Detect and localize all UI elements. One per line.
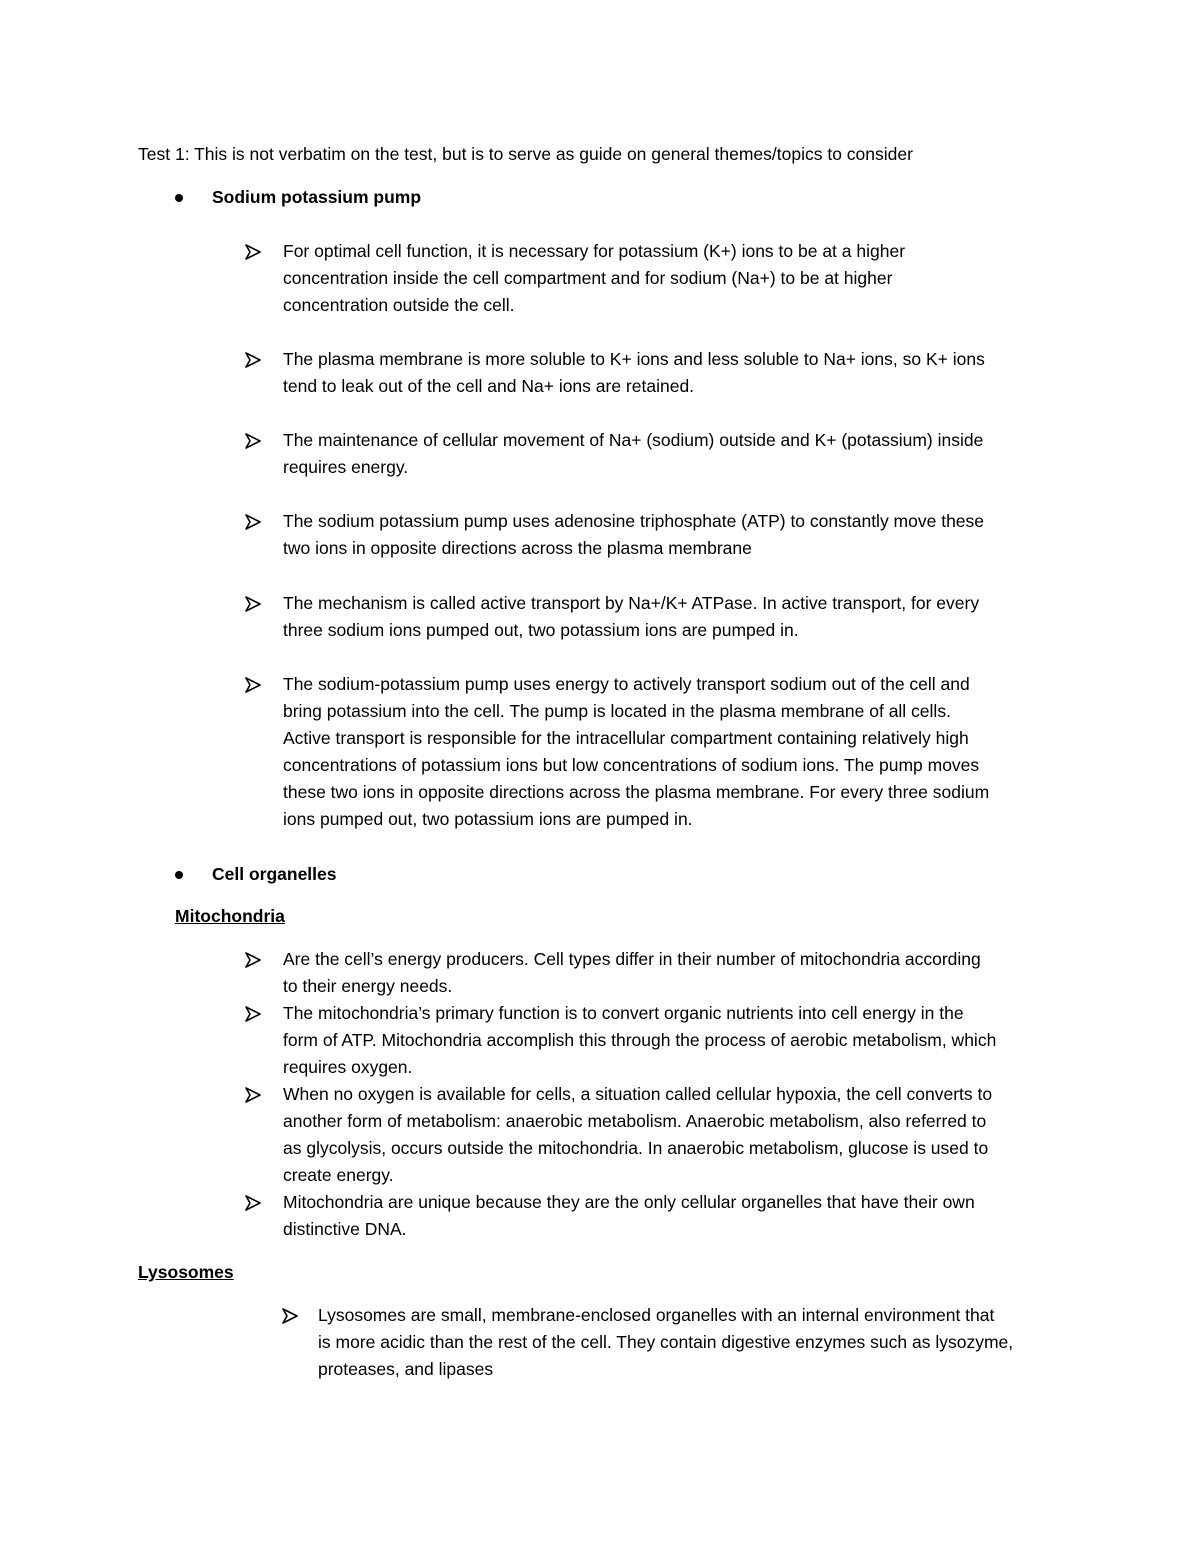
list-item-line: tend to leak out of the cell and Na+ ions are retained. [283, 376, 695, 396]
list-item-line: another form of metabolism: anaerobic metabolism. Anaerobic metabolism, also referred to [283, 1111, 987, 1131]
list-item-line: concentrations of potassium ions but low concentrations of sodium ions. The pump moves [283, 755, 980, 775]
arrowhead-bullet-icon [245, 952, 261, 968]
list-item-line: bring potassium into the cell. The pump is located in the plasma membrane of all cells. [283, 701, 951, 721]
intro-text: Test 1: This is not verbatim on the test, but is to serve as guide on general themes/topics to consider [138, 144, 913, 164]
arrowhead-bullet-icon [245, 1006, 261, 1022]
list-item-line: distinctive DNA. [283, 1219, 407, 1239]
subheading-lysosomes: Lysosomes [138, 1262, 234, 1282]
subheading-mitochondria: Mitochondria [175, 906, 285, 926]
filled-circle-bullet-icon [175, 194, 183, 202]
arrowhead-bullet-icon [245, 596, 261, 612]
arrowhead-bullet-icon [282, 1308, 298, 1324]
list-item-line: two ions in opposite directions across the plasma membrane [283, 538, 752, 558]
list-item-line: requires energy. [283, 457, 409, 477]
arrowhead-bullet-icon [245, 514, 261, 530]
arrowhead-bullet-icon [245, 433, 261, 449]
list-item-line: requires oxygen. [283, 1057, 413, 1077]
list-item-line: to their energy needs. [283, 976, 453, 996]
list-item-line: concentration outside the cell. [283, 295, 515, 315]
list-item-line: Active transport is responsible for the intracellular compartment containing relatively high [283, 728, 969, 748]
list-item-line: concentration inside the cell compartment and for sodium (Na+) to be at higher [283, 268, 893, 288]
section-heading-cell-organelles: Cell organelles [212, 864, 337, 884]
filled-circle-bullet-icon [175, 871, 183, 879]
list-item-line: ions pumped out, two potassium ions are pumped in. [283, 809, 693, 829]
list-item-line: The mitochondria’s primary function is to convert organic nutrients into cell energy in the [283, 1003, 964, 1023]
list-item-line: When no oxygen is available for cells, a situation called cellular hypoxia, the cell converts to [283, 1084, 993, 1104]
arrowhead-bullet-icon [245, 244, 261, 260]
list-item-line: For optimal cell function, it is necessary for potassium (K+) ions to be at a higher [283, 241, 906, 261]
list-item-line: create energy. [283, 1165, 394, 1185]
list-item-line: Lysosomes are small, membrane-enclosed organelles with an internal environment that [318, 1305, 995, 1325]
list-item-line: The maintenance of cellular movement of Na+ (sodium) outside and K+ (potassium) inside [283, 430, 984, 450]
list-item-line: proteases, and lipases [318, 1359, 494, 1379]
list-item-line: these two ions in opposite directions across the plasma membrane. For every three sodium [283, 782, 990, 802]
list-item-line: The sodium potassium pump uses adenosine triphosphate (ATP) to constantly move these [283, 511, 985, 531]
list-item-line: three sodium ions pumped out, two potassium ions are pumped in. [283, 620, 799, 640]
list-item-line: Are the cell’s energy producers. Cell types differ in their number of mitochondria according [283, 949, 981, 969]
arrowhead-bullet-icon [245, 1087, 261, 1103]
arrowhead-bullet-icon [245, 1195, 261, 1211]
arrowhead-bullet-icon [245, 352, 261, 368]
list-item-line: The sodium-potassium pump uses energy to actively transport sodium out of the cell and [283, 674, 970, 694]
list-item-line: is more acidic than the rest of the cell. They contain digestive enzymes such as lysozyme, [318, 1332, 1014, 1352]
list-item-line: as glycolysis, occurs outside the mitochondria. In anaerobic metabolism, glucose is used to [283, 1138, 989, 1158]
list-item-line: form of ATP. Mitochondria accomplish this through the process of aerobic metabolism, which [283, 1030, 997, 1050]
arrowhead-bullet-icon [245, 677, 261, 693]
list-item-line: The plasma membrane is more soluble to K+ ions and less soluble to Na+ ions, so K+ ions [283, 349, 985, 369]
list-item-line: Mitochondria are unique because they are the only cellular organelles that have their own [283, 1192, 975, 1212]
section-heading-sodium-potassium-pump: Sodium potassium pump [212, 187, 422, 207]
list-item-line: The mechanism is called active transport by Na+/K+ ATPase. In active transport, for every [283, 593, 980, 613]
